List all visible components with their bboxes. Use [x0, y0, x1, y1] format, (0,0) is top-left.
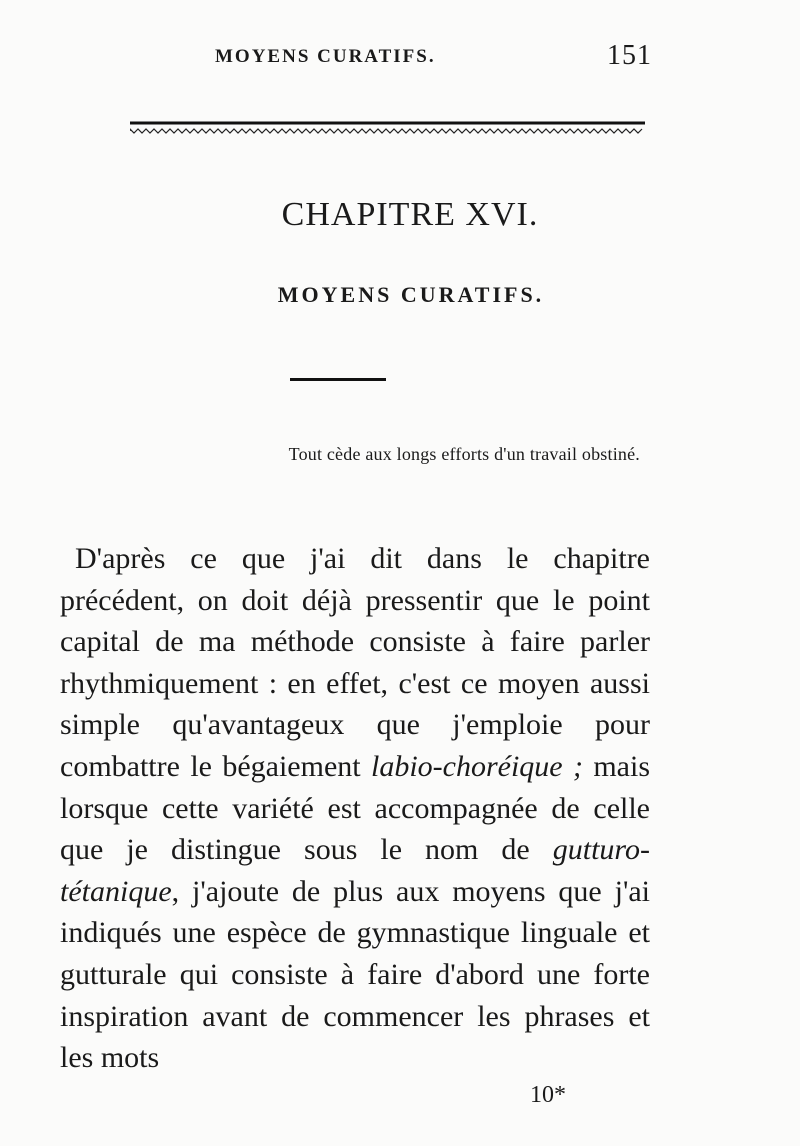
text-segment: , j'ajoute de plus aux moyens que j'ai indiqués une espèce de gymnastique linguale et gutturale qui consiste à faire d'abord une forte inspiration avant de commencer les phrases et les mots [60, 874, 650, 1075]
chapter-title: CHAPITRE XVI. [281, 196, 539, 233]
italic-term: labio-choréique ; [370, 749, 583, 783]
chapter-subtitle: MOYENS CURATIFS. [277, 282, 545, 307]
epigraph: Tout cède aux longs efforts d'un travail obstiné. [288, 444, 640, 464]
ornamental-rule [130, 120, 645, 136]
body-paragraph [60, 538, 650, 1079]
text-segment: mais lorsque cette variété est accompagnée de celle que je distingue sous le nom de [60, 749, 651, 867]
short-rule [290, 378, 386, 381]
running-head: MOYENS CURATIFS. [215, 46, 436, 67]
italic-term: gutturo-tétanique [60, 833, 650, 908]
text-segment: D'après ce que j'ai dit dans le chapitre précédent, on doit déjà pressentir que le point capital de ma méthode consiste à faire parler rhythmiquement : en effet, c'est ce moyen aussi simple qu'avantageux que j'emploie pour combattre le bégaiement [60, 542, 650, 783]
signature-mark: 10* [530, 1082, 566, 1108]
paragraph [60, 538, 650, 1079]
page-number: 151 [607, 40, 652, 71]
